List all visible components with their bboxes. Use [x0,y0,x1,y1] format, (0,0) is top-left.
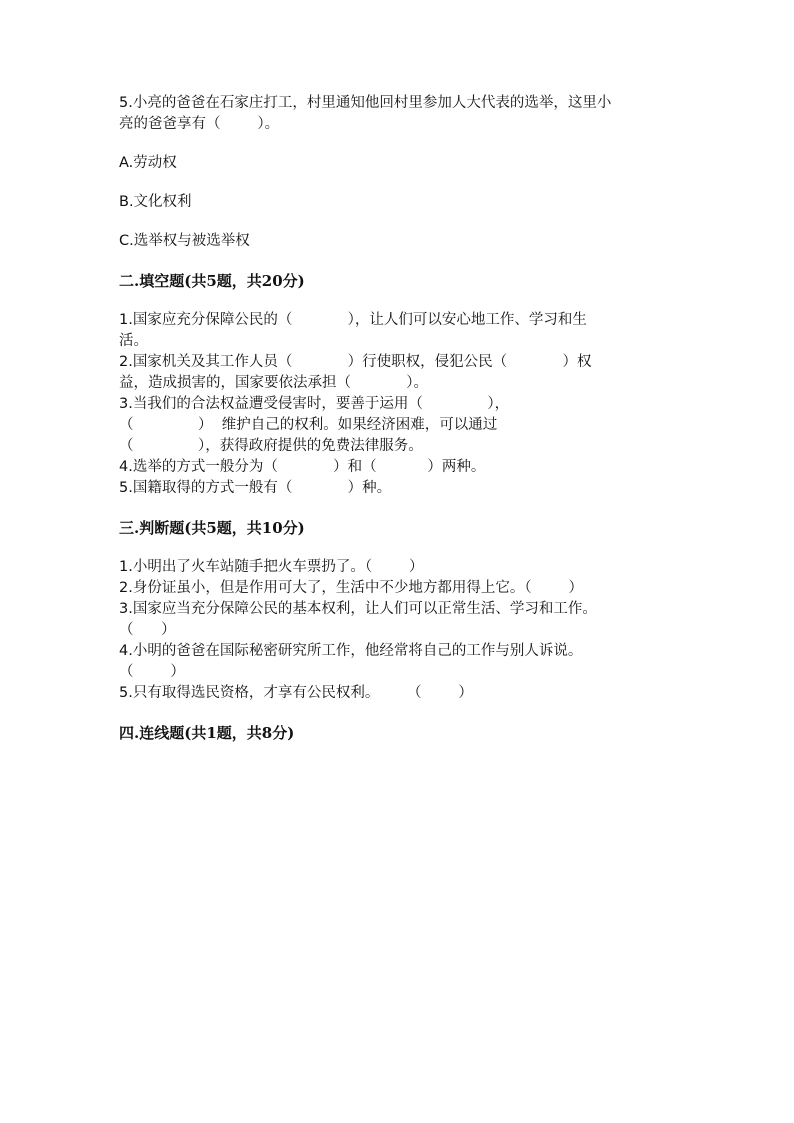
section-title-true-false: 三.判断题(共5题，共10分) [119,519,305,537]
fill-blank-line: 益，造成损害的，国家要依法承担（ ）。 [119,375,429,391]
fill-blank-questions [119,310,679,499]
fill-blank-line: 1.国家应充分保障公民的（ ），让人们可以安心地工作、学习和生 [119,312,587,328]
question-5-stem-line-2: 亮的爸爸享有（ ）。 [119,116,280,132]
true-false-questions [119,557,679,704]
section-title-matching: 四.连线题(共1题，共8分) [119,724,295,742]
fill-blank-line: 3.当我们的合法权益遭受侵害时，要善于运用（ ）， [119,396,510,412]
fill-blank-line: （ ） 维护自己的权利。如果经济困难，可以通过 [119,417,498,433]
question-5 [119,93,679,135]
worksheet-page [119,93,679,744]
option-b: B.文化权利 [119,194,192,210]
true-false-line: 3.国家应当充分保障公民的基本权利，让人们可以正常生活、学习和工作。 [119,601,597,617]
fill-blank-line: （ ），获得政府提供的免费法律服务。 [119,438,423,454]
fill-blank-line: 2.国家机关及其工作人员（ ）行使职权，侵犯公民（ ）权 [119,354,592,370]
true-false-line: （ ） [119,622,176,638]
fill-blank-line: 活。 [119,333,148,349]
option-c: C.选举权与被选举权 [119,233,250,249]
option-a: A.劳动权 [119,155,177,171]
question-5-stem-line-1: 5.小亮的爸爸在石家庄打工，村里通知他回村里参加人大代表的选举，这里小 [119,95,612,111]
true-false-line: 1.小明出了火车站随手把火车票扔了。（ ） [119,559,424,575]
fill-blank-line: 5.国籍取得的方式一般有（ ）种。 [119,480,392,496]
true-false-line: 2.身份证虽小，但是作用可大了，生活中不少地方都用得上它。（ ） [119,580,583,596]
fill-blank-line: 4.选举的方式一般分为（ ）和（ ）两种。 [119,459,486,475]
true-false-line: （ ） [119,664,185,680]
true-false-line: 5.只有取得选民资格，才享有公民权利。 （ ） [119,685,473,701]
section-title-fill-blank: 二.填空题(共5题，共20分) [119,272,305,290]
true-false-line: 4.小明的爸爸在国际秘密研究所工作，他经常将自己的工作与别人诉说。 [119,643,583,659]
